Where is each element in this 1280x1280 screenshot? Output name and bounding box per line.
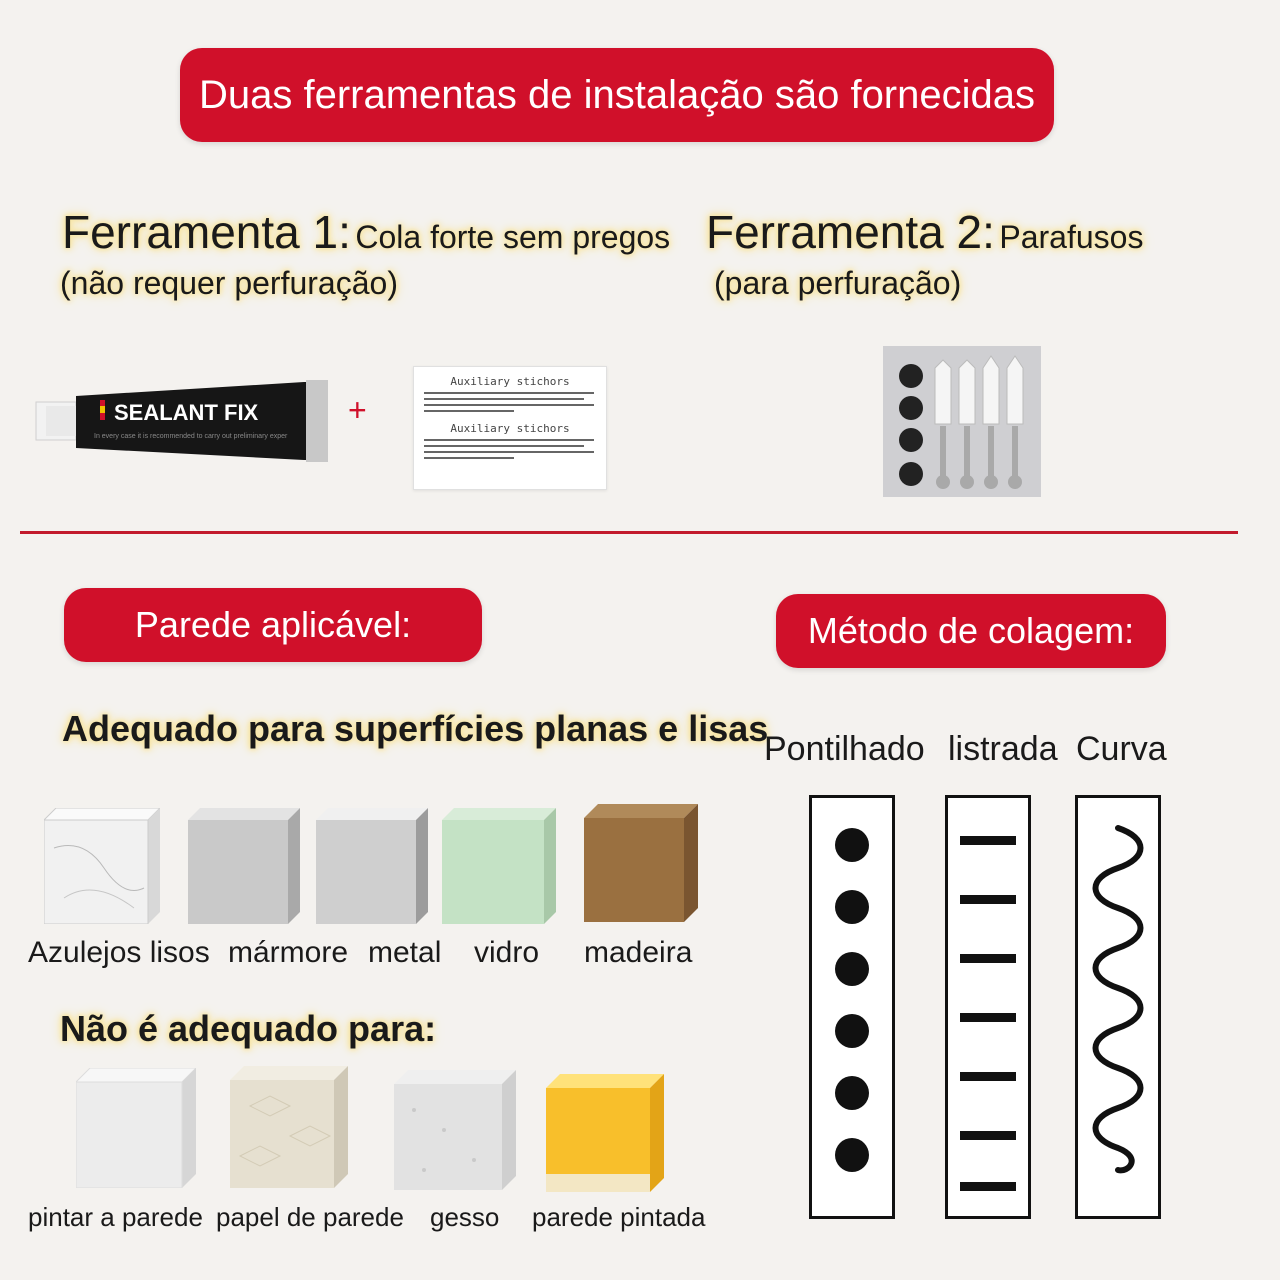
glue-dot <box>835 1076 869 1110</box>
glue-stripe <box>960 954 1016 963</box>
label-plaster: gesso <box>430 1202 500 1232</box>
header-title: Duas ferramentas de instalação são fornecidas <box>198 72 1035 117</box>
cube-wood <box>584 804 698 927</box>
label-painted-wall: parede pintada <box>532 1202 706 1232</box>
cube-paint-wall <box>76 1068 196 1193</box>
cube-wallpaper <box>230 1066 348 1193</box>
label-paint-wall: pintar a parede <box>28 1202 203 1232</box>
applicable-banner-label: Parede aplicável: <box>134 604 412 645</box>
tool2-title: Ferramenta 2: <box>706 206 995 258</box>
suitable-heading: Adequado para superfícies planas e lisas <box>62 708 769 749</box>
method-box-striped <box>945 795 1031 1219</box>
method-banner <box>776 594 1166 668</box>
cube-metal <box>316 808 428 929</box>
tube-brand: SEALANT FIX <box>114 400 259 425</box>
glue-dot <box>835 952 869 986</box>
tube-fine-print: In every case it is recommended to carry out preliminary exper <box>94 433 288 440</box>
method-banner-label: Método de colagem: <box>807 610 1135 651</box>
tool2-desc: Parafusos <box>999 219 1144 255</box>
sticker-title-2: Auxiliary stichors <box>450 422 570 435</box>
glue-dot <box>835 828 869 862</box>
label-smooth-tiles: Azulejos lisos <box>28 936 210 969</box>
cube-plaster <box>394 1070 516 1195</box>
glue-curve <box>1078 798 1158 1216</box>
glue-dot <box>835 1138 869 1172</box>
cube-marble <box>188 808 300 929</box>
tool2-note: (para perfuração) <box>714 265 962 301</box>
glue-dot <box>835 890 869 924</box>
glue-stripe <box>960 895 1016 904</box>
section-divider <box>20 531 1238 534</box>
glue-stripe <box>960 1072 1016 1081</box>
cube-glass <box>442 808 556 929</box>
tool1-title: Ferramenta 1: <box>62 206 351 258</box>
tool2-heading <box>706 205 1226 302</box>
applicable-banner <box>64 588 482 662</box>
cube-smooth-tiles <box>44 808 160 929</box>
method-box-dotted <box>809 795 895 1219</box>
tool1-heading <box>62 205 682 302</box>
label-metal: metal <box>368 936 442 969</box>
label-glass: vidro <box>474 936 540 969</box>
auxiliary-stickers-image <box>413 366 607 490</box>
label-marble: mármore <box>228 936 349 969</box>
tool1-desc: Cola forte sem pregos <box>355 219 671 255</box>
header-banner <box>180 48 1054 142</box>
label-wallpaper: papel de parede <box>216 1202 404 1232</box>
glue-stripe <box>960 1013 1016 1022</box>
method-label-dotted: Pontilhado <box>764 730 925 768</box>
sticker-title-1: Auxiliary stichors <box>450 375 570 388</box>
plus-sign: + <box>348 392 367 428</box>
sealant-tube-image <box>34 378 330 464</box>
label-wood: madeira <box>584 936 693 969</box>
tool1-note: (não requer perfuração) <box>60 265 398 301</box>
cube-painted-wall <box>546 1074 664 1197</box>
unsuitable-heading: Não é adequado para: <box>60 1008 437 1049</box>
screws-image <box>883 346 1041 497</box>
method-label-striped: listrada <box>948 730 1058 768</box>
glue-stripe <box>960 836 1016 845</box>
glue-stripe <box>960 1131 1016 1140</box>
glue-dot <box>835 1014 869 1048</box>
method-box-curve <box>1075 795 1161 1219</box>
glue-stripe <box>960 1182 1016 1191</box>
method-label-curve: Curva <box>1076 730 1167 768</box>
